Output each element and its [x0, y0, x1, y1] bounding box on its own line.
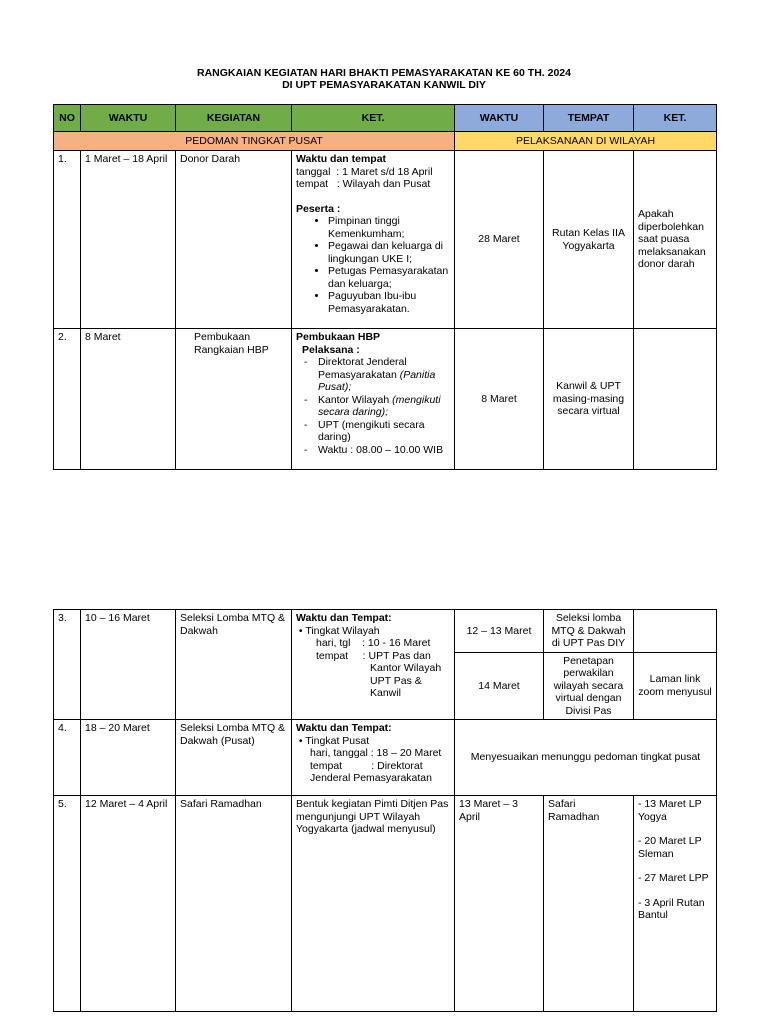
ket-heading: Pelaksana :	[302, 343, 360, 356]
ket-line: Jenderal Pemasyarakatan	[310, 772, 432, 784]
row-no: 4.	[54, 720, 81, 796]
row-no: 3.	[54, 610, 81, 720]
pelaksana-list	[296, 356, 450, 456]
row-waktu-wilayah: 13 Maret – 3 April	[455, 796, 544, 1012]
row-ket: Bentuk kegiatan Pimti Ditjen Pas mengunjungi UPT Wilayah Yogyakarta (jadwal menyusul)	[292, 796, 455, 1012]
row-waktu-wilayah: 14 Maret	[455, 652, 544, 720]
row-no: 2.	[54, 329, 81, 470]
section-pusat: PEDOMAN TINGKAT PUSAT	[54, 132, 455, 151]
header-kegiatan: KEGIATAN	[176, 105, 292, 132]
row-ket-wilayah: Laman link zoom menyusul	[634, 652, 717, 720]
ket-line: Kantor Wilayah	[370, 662, 442, 674]
list-item: - Waktu : 08.00 – 10.00 WIB	[318, 444, 450, 457]
ket-heading: Waktu dan Tempat:	[296, 722, 392, 734]
row-merged-wilayah: Menyesuaikan menunggu pedoman tingkat pusat	[455, 720, 717, 796]
list-item: • Paguyuban Ibu-ibu Pemasyarakatan.	[328, 290, 450, 315]
table-row	[54, 329, 717, 470]
peserta-list	[296, 215, 450, 315]
row-ket	[292, 329, 455, 470]
ket-line: - 27 Maret LPP	[638, 872, 709, 884]
ket-line: tempat : UPT Pas dan	[316, 649, 431, 662]
schedule-table-2	[53, 609, 717, 1012]
schedule-table-1	[53, 104, 717, 470]
list-item: - Kantor Wilayah (mengikuti secara daring);	[318, 394, 450, 419]
row-kegiatan: Donor Darah	[176, 151, 292, 329]
ket-line: hari, tgl : 10 - 16 Maret	[316, 637, 431, 649]
table-row	[54, 796, 717, 1012]
row-tempat: Rutan Kelas IIA Yogyakarta	[544, 151, 634, 329]
row-waktu: 12 Maret – 4 April	[81, 796, 176, 1012]
ket-line: - 20 Maret LP Sleman	[638, 835, 702, 860]
ket-line: - 13 Maret LP Yogya	[638, 798, 702, 823]
row-ket	[292, 151, 455, 329]
table-row	[54, 151, 717, 329]
ket-heading: Waktu dan tempat	[296, 153, 387, 165]
row-waktu-wilayah: 8 Maret	[455, 329, 544, 470]
ket-line: Kanwil	[370, 687, 401, 699]
doc-title-line1: RANGKAIAN KEGIATAN HARI BHAKTI PEMASYARAKATAN KE 60 TH. 2024	[197, 67, 571, 79]
ket-heading: Waktu dan Tempat:	[296, 612, 392, 624]
row-waktu: 18 – 20 Maret	[81, 720, 176, 796]
list-item: • Pegawai dan keluarga di lingkungan UKE I;	[328, 240, 450, 265]
ket-line: tempat : Direktorat	[310, 759, 423, 772]
ket-bullet: • Tingkat Wilayah	[296, 624, 380, 637]
doc-title-line2: DI UPT PEMASYARAKATAN KANWIL DIY	[282, 79, 486, 91]
header-tempat: TEMPAT	[544, 105, 634, 132]
ket-line: tanggal : 1 Maret s/d 18 April	[296, 165, 433, 178]
row-waktu-wilayah: 12 – 13 Maret	[455, 610, 544, 653]
header-row	[54, 105, 717, 132]
row-ket-wilayah	[634, 796, 717, 1012]
section-wilayah: PELAKSANAAN DI WILAYAH	[455, 132, 717, 151]
ket-line: tempat : Wilayah dan Pusat	[296, 178, 431, 190]
header-no: NO	[54, 105, 81, 132]
row-ket	[292, 720, 455, 796]
table-row	[54, 720, 717, 796]
row-tempat: Penetapan perwakilan wilayah secara virtual dengan Divisi Pas	[544, 652, 634, 720]
header-waktu: WAKTU	[81, 105, 176, 132]
row-waktu: 8 Maret	[81, 329, 176, 470]
ket-heading: Peserta :	[296, 202, 341, 215]
row-ket	[292, 610, 455, 720]
section-row	[54, 132, 717, 151]
row-kegiatan: Safari Ramadhan	[176, 796, 292, 1012]
header-ket-wilayah: KET.	[634, 105, 717, 132]
row-ket-wilayah: Apakah diperbolehkan saat puasa melaksanakan donor darah	[634, 151, 717, 329]
ket-line: UPT Pas &	[370, 674, 422, 687]
ket-line: hari, tanggal : 18 – 20 Maret	[310, 747, 442, 759]
ket-bullet: • Tingkat Pusat	[296, 734, 370, 747]
list-item: - UPT (mengikuti secara daring)	[318, 419, 450, 444]
ket-line: - 3 April Rutan Bantul	[638, 896, 705, 921]
table-row	[54, 610, 717, 653]
row-waktu: 1 Maret – 18 April	[81, 151, 176, 329]
row-ket-wilayah	[634, 329, 717, 470]
row-tempat: Seleksi lomba MTQ & Dakwah di UPT Pas DIY	[544, 610, 634, 653]
row-no: 5.	[54, 796, 81, 1012]
header-waktu-wilayah: WAKTU	[455, 105, 544, 132]
row-no: 1.	[54, 151, 81, 329]
row-waktu-wilayah: 28 Maret	[455, 151, 544, 329]
ket-heading: Pembukaan HBP	[296, 331, 381, 343]
row-kegiatan: Seleksi Lomba MTQ & Dakwah (Pusat)	[176, 720, 292, 796]
row-ket-wilayah	[634, 610, 717, 653]
row-kegiatan: Seleksi Lomba MTQ & Dakwah	[176, 610, 292, 720]
row-waktu: 10 – 16 Maret	[81, 610, 176, 720]
row-tempat: Kanwil & UPT masing-masing secara virtual	[544, 329, 634, 470]
header-ket: KET.	[292, 105, 455, 132]
list-item: • Petugas Pemasyarakatan dan keluarga;	[328, 265, 450, 290]
list-item: - Direktorat Jenderal Pemasyarakatan (Panitia Pusat);	[318, 356, 450, 394]
list-item: • Pimpinan tinggi Kemenkumham;	[328, 215, 450, 240]
row-kegiatan: Pembukaan Rangkaian HBP	[176, 329, 292, 470]
row-tempat: Safari Ramadhan	[544, 796, 634, 1012]
